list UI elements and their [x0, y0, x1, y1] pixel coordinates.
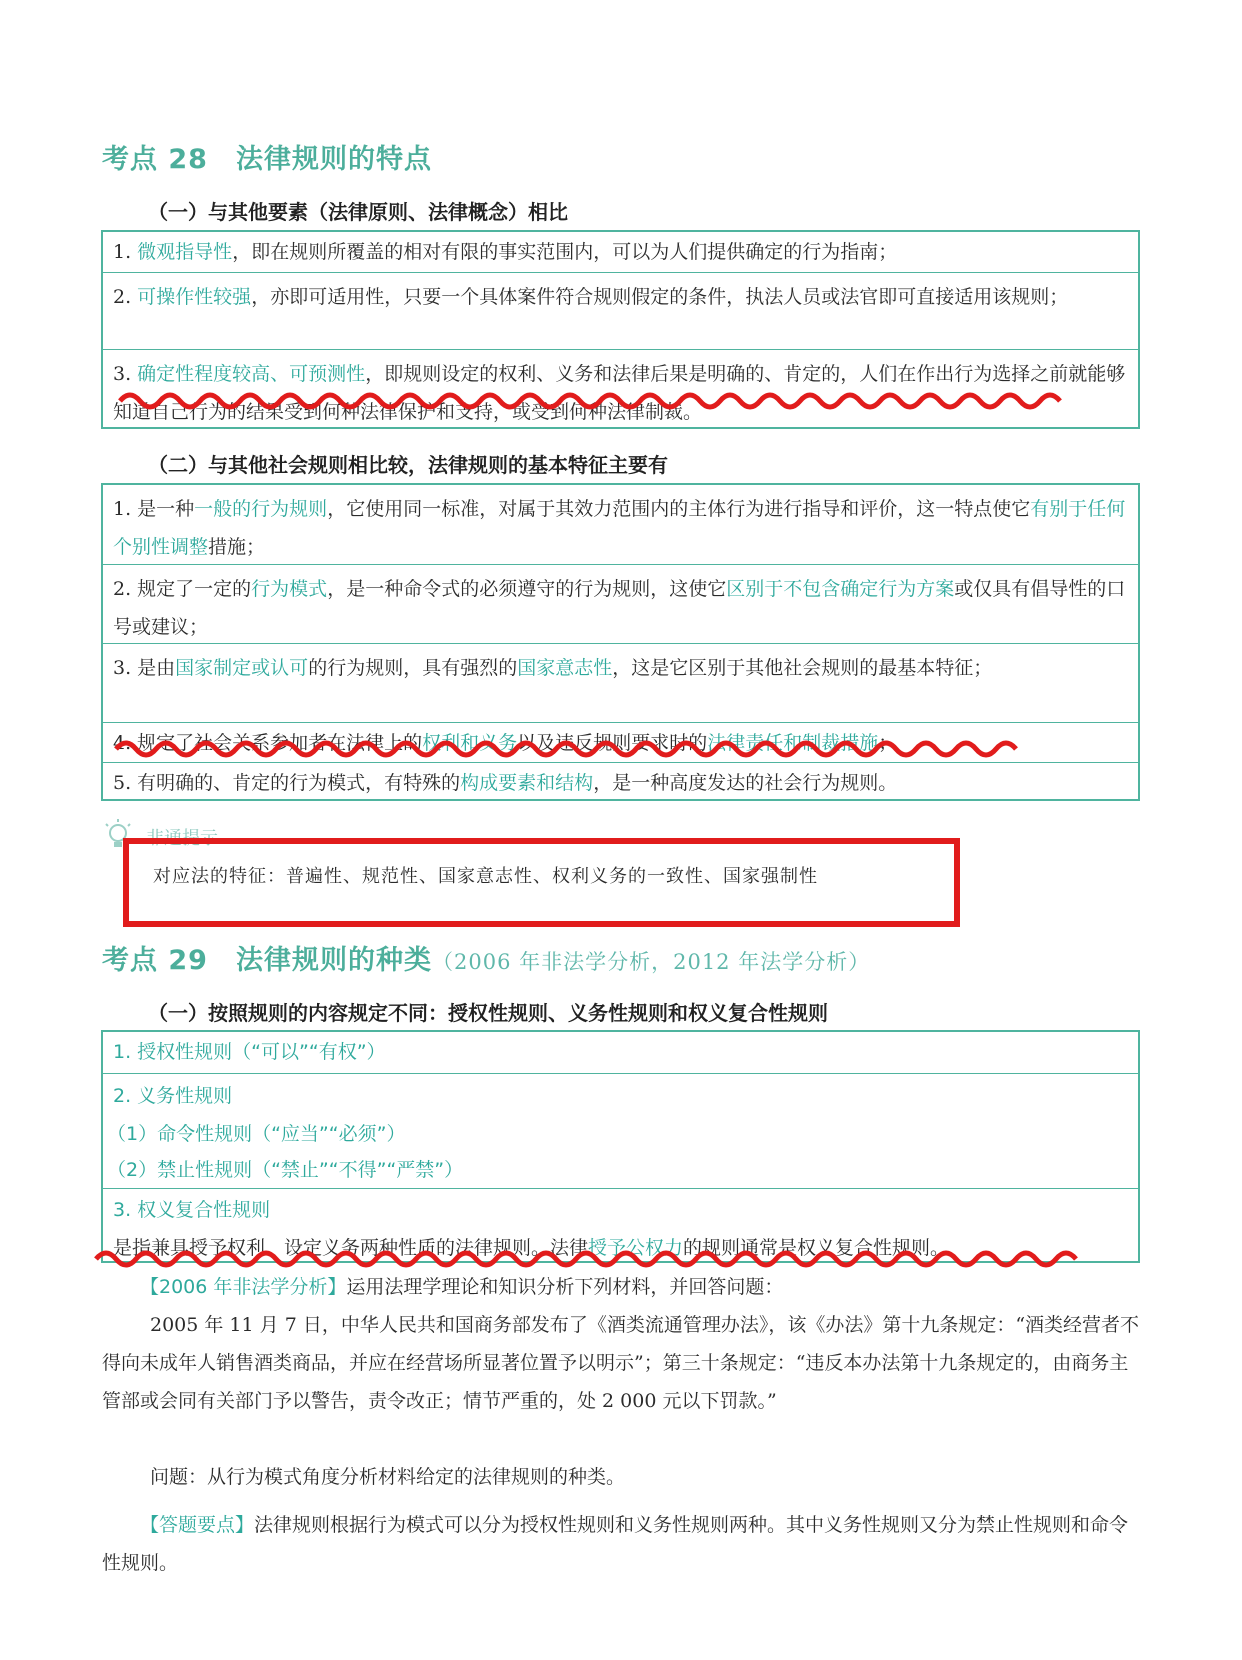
- rule-types-table: [101, 1030, 1140, 1263]
- key-term: 授予公权力: [588, 1237, 684, 1259]
- key-term: 法律责任和制裁措施: [707, 732, 879, 754]
- table-row: 1. 授权性规则（“可以”“有权”）: [113, 1041, 386, 1063]
- red-wavy-underline: [120, 381, 1080, 411]
- row-text: 以及违反规则要求时的: [517, 732, 708, 754]
- key-term: 区别于不包含确定行为方案: [726, 578, 955, 600]
- sub-rule: （1）命令性规则（“应当”“必须”）: [107, 1123, 406, 1145]
- row-number: 1.: [113, 241, 138, 263]
- table-row: [103, 485, 1138, 564]
- row-number: 3.: [113, 363, 138, 385]
- row-text: ，即在规则所覆盖的相对有限的事实范围内，可以为人们提供确定的行为指南；: [232, 241, 898, 263]
- row-text: 1. 是一种: [113, 498, 195, 520]
- key-term: 确定性程度较高、可预测性: [137, 363, 366, 385]
- kaodian-29-title: [102, 938, 870, 977]
- tip-text: 对应法的特征：普遍性、规范性、国家意志性、权利义务的一致性、国家强制性: [153, 866, 818, 887]
- table-row: [103, 232, 1138, 272]
- section-heading-3: （一）按照规则的内容规定不同：授权性规则、义务性规则和权义复合性规则: [148, 1001, 828, 1025]
- row-text: ，它使用同一标准，对属于其效力范围内的主体行为进行指导和评价，这一特点使它: [327, 498, 1031, 520]
- key-term: 一般的行为规则: [194, 498, 328, 520]
- sub-rule: （2）禁止性规则（“禁止”“不得”“严禁”）: [107, 1159, 464, 1181]
- section-heading-2: （二）与其他社会规则相比较，法律规则的基本特征主要有: [148, 453, 668, 477]
- row-text: 4. 规定了社会关系参加者在法律上的: [113, 732, 423, 754]
- table-row: [103, 272, 1138, 349]
- tip-label: 非通提示: [146, 828, 218, 849]
- exam-tag: 【2006 年非法学分析】: [140, 1276, 347, 1298]
- table-row: [103, 1073, 1138, 1188]
- table-row: [103, 643, 1138, 722]
- title-subtitle: （2006 年非法学分析，2012 年法学分析）: [431, 950, 871, 974]
- exam-intro-text: 运用法理学理论和知识分析下列材料，并回答问题：: [346, 1276, 784, 1298]
- row-text: ，亦即可适用性，只要一个具体案件符合规则假定的条件，执法人员或法官即可直接适用该规则；: [251, 286, 1069, 308]
- answer-text: 法律规则根据行为模式可以分为授权性规则和义务性规则两种。其中义务性规则又分为禁止性规则和命令性规则。: [102, 1514, 1129, 1574]
- key-term: 行为模式: [251, 578, 328, 600]
- row-text: 3. 是由: [113, 657, 176, 679]
- exam-question: 问题：从行为模式角度分析材料给定的法律规则的种类。: [150, 1466, 626, 1488]
- title-text: 考点 29 法律规则的种类: [102, 945, 432, 976]
- answer-tag: 【答题要点】: [140, 1514, 255, 1536]
- row-text-a: 是指兼具授予权利、设定义务两种性质的法律规则。法律: [113, 1237, 589, 1259]
- row-text: 的行为规则，具有强烈的: [308, 657, 518, 679]
- answer-points: [102, 1506, 1142, 1582]
- row-text: ，是一种命令式的必须遵守的行为规则，这使它: [327, 578, 727, 600]
- table-row: [103, 762, 1138, 801]
- row-text-c: 的规则通常是权义复合性规则。: [683, 1237, 950, 1259]
- exam-material: 2005 年 11 月 7 日，中华人民共和国商务部发布了《酒类流通管理办法》，该《办法》第十九条规定：“酒类经营者不得向未成年人销售酒类商品，并应在经营场所显著位置予以明示”；第三十条规定：“违反本办法第十九条规定的，由商务主管部或会同有关部门予以警告，责令改正；情节严重的，处 2 000 元以下罚款。”: [102, 1314, 1140, 1412]
- red-wavy-underline: [116, 735, 1036, 765]
- row-text: ；: [878, 732, 898, 754]
- row-text: ，是一种高度发达的社会行为规则。: [593, 772, 898, 794]
- key-term: 国家意志性: [517, 657, 613, 679]
- row-text: ，即规则设定的权利、义务和法律后果是明确的、肯定的，人们在作出行为选择之前就能够知道自己行为的结果受到何种法律保护和支持，或受到何种法律制裁。: [113, 363, 1126, 423]
- key-term: 可操作性较强: [137, 286, 252, 308]
- key-term: 微观指导性: [137, 241, 233, 263]
- key-term: 有别于任何个别性调整: [113, 498, 1126, 558]
- key-term: 构成要素和结构: [460, 772, 594, 794]
- row-text: 措施；: [208, 536, 266, 558]
- kaodian-28-title: 考点 28 法律规则的特点: [102, 144, 432, 175]
- exam-intro: [140, 1268, 1140, 1306]
- row-text: 2. 规定了一定的: [113, 578, 252, 600]
- row-text: 或仅具有倡导性的口号或建议；: [113, 578, 1126, 638]
- table-row: [103, 564, 1138, 643]
- row-title: 3. 权义复合性规则: [113, 1199, 271, 1221]
- row-title: 2. 义务性规则: [113, 1085, 233, 1107]
- key-term: 国家制定或认可: [175, 657, 309, 679]
- row-text: ，这是它区别于其他社会规则的最基本特征；: [612, 657, 993, 679]
- section-heading-1: （一）与其他要素（法律原则、法律概念）相比: [148, 200, 568, 224]
- row-number: 2.: [113, 286, 138, 308]
- row-text: 5. 有明确的、肯定的行为模式，有特殊的: [113, 772, 461, 794]
- key-term: 权利和义务: [422, 732, 518, 754]
